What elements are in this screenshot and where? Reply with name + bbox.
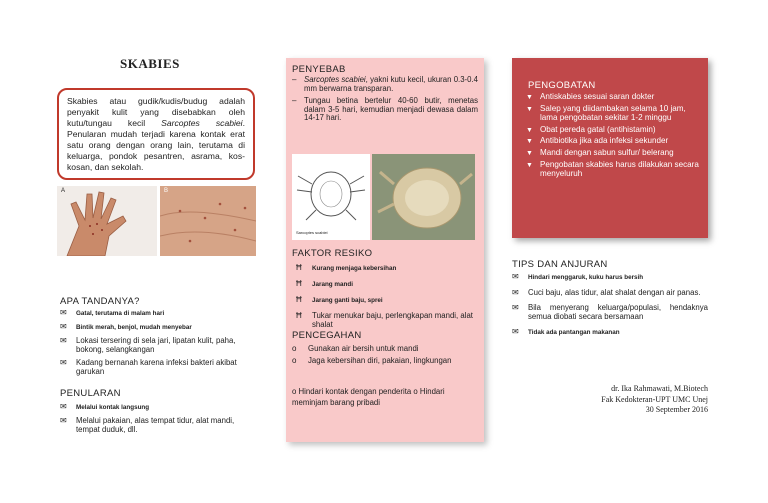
- list-item: Ħ Tukar menukar baju, perlengkapan mandi, alat shalat: [296, 311, 473, 329]
- penyebab-heading: PENYEBAB: [292, 64, 346, 75]
- list-item: ✉ Gatal, terutama di malam hari: [60, 308, 165, 317]
- photo-hand: [57, 186, 157, 256]
- hand-image-icon: [57, 186, 157, 256]
- penularan-heading: PENULARAN: [60, 388, 121, 399]
- skin-rash-icon: [160, 186, 256, 256]
- list-item: ✉ Hindari menggaruk, kuku harus bersih: [512, 272, 644, 281]
- ticket-bullet-icon: ✉: [512, 272, 519, 281]
- photo-label-a: A: [61, 188, 66, 194]
- triangle-bullet-icon: ▼: [526, 126, 533, 134]
- ticket-bullet-icon: ✉: [512, 288, 519, 297]
- ticket-bullet-icon: ✉: [60, 416, 67, 425]
- triangle-bullet-icon: ▼: [526, 94, 533, 101]
- triangle-bullet-icon: ▼: [526, 161, 533, 169]
- list-item: ✉ Bila menyerang keluarga/populasi, hendaknya semua diobati secara bersamaan: [512, 303, 708, 321]
- ticket-bullet-icon: ✉: [60, 336, 67, 345]
- triangle-bullet-icon: ▼: [526, 138, 533, 146]
- gejala-heading: APA TANDANYA?: [60, 296, 140, 307]
- ticket-bullet-icon: ✉: [60, 308, 67, 317]
- list-item: ▼ Pengobatan skabies harus dilakukan secara menyeluruh: [526, 159, 699, 179]
- pencegahan-list: [292, 343, 472, 371]
- penyebab-list: [292, 76, 478, 127]
- h-bullet-icon: Ħ: [296, 279, 302, 288]
- circle-bullet-icon: o: [292, 344, 297, 353]
- list-item: – Tungau betina bertelur 40-60 butir, menetas dalam 3-5 hari, kemudian menjadi dewasa dalam 14-17 hari.: [292, 96, 478, 122]
- triangle-bullet-icon: ▼: [526, 149, 533, 157]
- mite-diagram-icon: [292, 154, 370, 240]
- mite-diagram: [292, 154, 370, 240]
- circle-bullet-icon: o: [292, 387, 299, 396]
- list-item: Ħ Jarang mandi: [296, 279, 353, 288]
- signature-name: dr. Ika Rahmawati, M.Biotech: [611, 384, 708, 393]
- h-bullet-icon: Ħ: [296, 311, 302, 320]
- photo-label-b: B: [164, 188, 169, 194]
- faktor-heading: FAKTOR RESIKO: [292, 248, 373, 259]
- list-item: ▼ Antibiotika jika ada infeksi sekunder: [526, 136, 669, 146]
- middle-panel: [286, 58, 484, 442]
- list-item: ✉ Lokasi tersering di sela jari, lipatan kulit, paha, bokong, selangkangan: [60, 336, 236, 354]
- list-item: ▼ Salep yang diidambakan selama 10 jam, lama pengobatan sekitar 1-2 minggu: [526, 103, 686, 123]
- ticket-bullet-icon: ✉: [60, 322, 67, 331]
- pengobatan-list: [526, 92, 700, 181]
- tips-list: [512, 272, 708, 341]
- tips-heading: TIPS DAN ANJURAN: [512, 259, 608, 270]
- list-item: Ħ Kurang menjaga kebersihan: [296, 263, 397, 272]
- list-item: o Jaga kebersihan diri, pakaian, lingkungan: [292, 356, 452, 365]
- list-item: – Sarcoptes scabiei, yakni kutu kecil, ukuran 0.3-0.4 mm berwarna transparan.: [292, 75, 478, 93]
- list-item: ✉ Kadang bernanah karena infeksi bakteri akibat garukan: [60, 358, 237, 376]
- ticket-bullet-icon: ✉: [60, 358, 67, 367]
- list-item: ✉ Cuci baju, alas tidur, alat shalat dengan air panas.: [512, 288, 701, 297]
- h-bullet-icon: Ħ: [296, 263, 302, 272]
- signature-block: [540, 384, 708, 416]
- page-title: SKABIES: [120, 56, 180, 71]
- faktor-list: [296, 263, 476, 333]
- list-item: ▼ Antiskabies sesuai saran dokter: [526, 92, 655, 101]
- penularan-list: [60, 402, 260, 438]
- mite-photo: [372, 154, 475, 240]
- ticket-bullet-icon: ✉: [60, 402, 67, 411]
- list-item: ✉ Melalui pakaian, alas tempat tidur, alat mandi, tempat duduk, dll.: [60, 416, 235, 434]
- h-bullet-icon: Ħ: [296, 295, 302, 304]
- photo-skin: [160, 186, 256, 256]
- list-item: o Gunakan air bersih untuk mandi: [292, 344, 419, 353]
- ticket-bullet-icon: ✉: [512, 327, 519, 336]
- gejala-list: [60, 308, 260, 380]
- intro-text-pre: Skabies atau gudik/kudis/budug adalah penyakit kulit yang disebabkan oleh kutu/tungau kecil: [67, 96, 245, 128]
- mite-photo-icon: [372, 154, 475, 240]
- ticket-bullet-icon: ✉: [512, 303, 519, 312]
- list-item: ✉ Tidak ada pantangan makanan: [512, 327, 620, 336]
- list-item: ▼ Obat pereda gatal (antihistamin): [526, 124, 656, 134]
- intro-box: [57, 88, 255, 180]
- pengobatan-heading: PENGOBATAN: [528, 80, 596, 91]
- triangle-bullet-icon: ▼: [526, 105, 533, 113]
- list-item: ▼ Mandi dengan sabun sulfur/ belerang: [526, 147, 674, 157]
- pencegahan-tail: o Hindari kontak dengan penderita o Hindari meminjam barang pribadi: [292, 387, 445, 407]
- pencegahan-heading: PENCEGAHAN: [292, 330, 362, 341]
- signature-institution: Fak Kedokteran-UPT UMC Unej: [601, 394, 708, 404]
- pengobatan-panel: [512, 58, 708, 238]
- intro-species: Sarcoptes scabiei: [161, 118, 243, 128]
- list-item: ✉ Melalui kontak langsung: [60, 402, 150, 411]
- list-item: ✉ Bintik merah, benjol, mudah menyebar: [60, 322, 192, 331]
- circle-bullet-icon: o: [292, 356, 297, 365]
- list-item: Ħ Jarang ganti baju, sprei: [296, 295, 383, 304]
- intro-text-post: . Penularan mudah terjadi karena kontak erat satu orang dengan orang lain, terutama di keluarga, pondok pesantren, asrama, kos-kosan, dan sekolah.: [67, 118, 245, 172]
- signature-date: 30 September 2016: [645, 405, 708, 414]
- diagram-caption: Sarcoptes scabiei: [296, 230, 328, 235]
